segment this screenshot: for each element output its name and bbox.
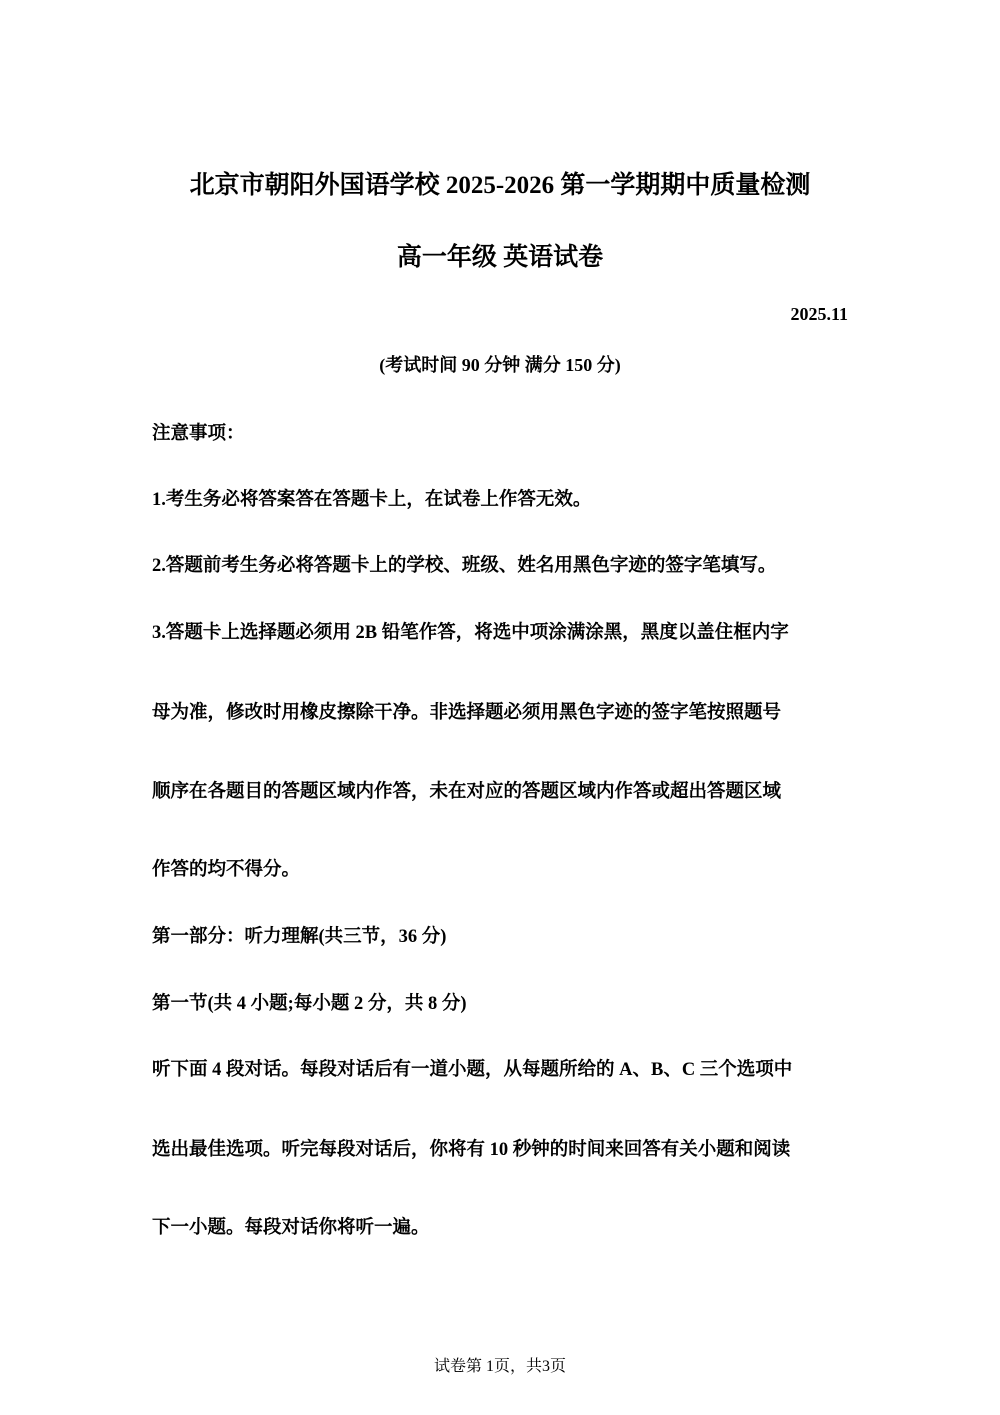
instruction-line: 选出最佳选项。听完每段对话后，你将有 10 秒钟的时间来回答有关小题和阅读	[152, 1140, 791, 1160]
exam-date: 2025.11	[790, 304, 848, 324]
exam-info: (考试时间 90 分钟 满分 150 分)	[379, 355, 621, 375]
exam-title: 北京市朝阳外国语学校 2025-2026 第一学期期中质量检测	[189, 172, 811, 199]
instruction-line: 听下面 4 段对话。每段对话后有一道小题，从每题所给的 A、B、C 三个选项中	[152, 1060, 793, 1080]
notes-heading: 注意事项：	[152, 424, 245, 444]
instruction-line: 下一小题。每段对话你将听一遍。	[152, 1218, 430, 1238]
section1-heading: 第一节(共 4 小题;每小题 2 分，共 8 分)	[152, 994, 467, 1014]
note-item-3-line: 顺序在各题目的答题区域内作答，未在对应的答题区域内作答或超出答题区域	[152, 782, 782, 802]
note-item-3-line: 3.答题卡上选择题必须用 2B 铅笔作答，将选中项涂满涂黑，黑度以盖住框内字	[152, 623, 789, 643]
note-item-2: 2.答题前考生务必将答题卡上的学校、班级、姓名用黑色字迹的签字笔填写。	[152, 556, 777, 576]
part1-heading: 第一部分：听力理解(共三节，36 分)	[152, 927, 447, 947]
note-item-3-line: 作答的均不得分。	[152, 860, 301, 880]
page-footer: 试卷第 1页，共3页	[433, 1358, 566, 1375]
note-item-1: 1.考生务必将答案答在答题卡上，在试卷上作答无效。	[152, 490, 592, 510]
exam-subtitle: 高一年级 英语试卷	[396, 244, 604, 271]
note-item-3-line: 母为准，修改时用橡皮擦除干净。非选择题必须用黑色字迹的签字笔按照题号	[152, 703, 782, 723]
